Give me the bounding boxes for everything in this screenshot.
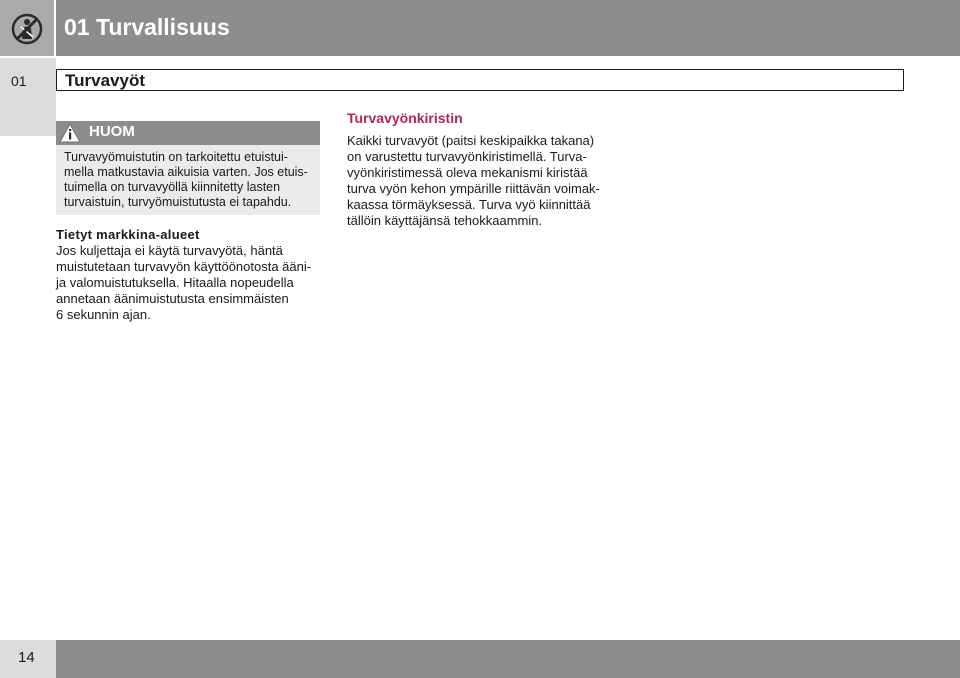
section-title-box	[56, 69, 904, 91]
pretensioner-paragraph	[347, 133, 600, 229]
seatbelt-warning-icon	[11, 13, 43, 45]
paragraph-line: 6 sekunnin ajan.	[56, 307, 151, 322]
chapter-icon-box	[0, 0, 56, 56]
paragraph-line: muistutetaan turvavyön käyttöönotosta ääni-	[56, 259, 312, 274]
paragraph-line: on varustettu turvavyönkiristimellä. Turva-	[347, 149, 587, 164]
chapter-number: 01	[11, 73, 27, 89]
paragraph-line: tällöin käyttäjänsä tehokkaammin.	[347, 213, 543, 228]
page-number: 14	[18, 649, 35, 666]
paragraph-line: turva vyön kehon ympärille riittävän voimak-	[347, 181, 600, 196]
page-number-box	[0, 640, 56, 678]
paragraph-line: annetaan äänimuistutusta ensimmäisten	[56, 291, 289, 306]
footer-bar	[0, 640, 960, 678]
paragraph-line: vyönkiristimessä oleva mekanismi kiristää	[347, 165, 588, 180]
note-title: HUOM	[89, 123, 135, 140]
paragraph-line: Kaikki turvavyöt (paitsi keskipaikka takana)	[347, 133, 595, 148]
note-line: turvaistuin, turvyömuistutusta ei tapahdu.	[64, 195, 292, 209]
note-body	[56, 145, 320, 215]
paragraph-line: Jos kuljettaja ei käytä turvavyötä, häntä	[56, 243, 283, 258]
note-line: Turvavyömuistutin on tarkoitettu etuistui-	[64, 150, 288, 164]
paragraph-line: kaassa törmäyksessä. Turva vyö kiinnittää	[347, 197, 591, 212]
section-title: Turvavyöt	[65, 71, 145, 90]
note-header	[56, 121, 320, 145]
pretensioner-heading: Turvavyönkiristin	[347, 110, 463, 126]
note-line: tuimella on turvavyöllä kiinnitetty lasten	[64, 180, 281, 194]
markets-heading: Tietyt markkina-alueet	[56, 227, 200, 242]
note-line: mella matkustavia aikuisia varten. Jos etuis-	[64, 165, 308, 179]
chapter-title: 01 Turvallisuus	[64, 14, 230, 40]
paragraph-line: ja valomuistutuksella. Hitaalla nopeudella	[56, 275, 294, 290]
chapter-side-tab	[0, 58, 56, 136]
markets-paragraph	[56, 243, 311, 323]
info-icon	[59, 123, 81, 143]
